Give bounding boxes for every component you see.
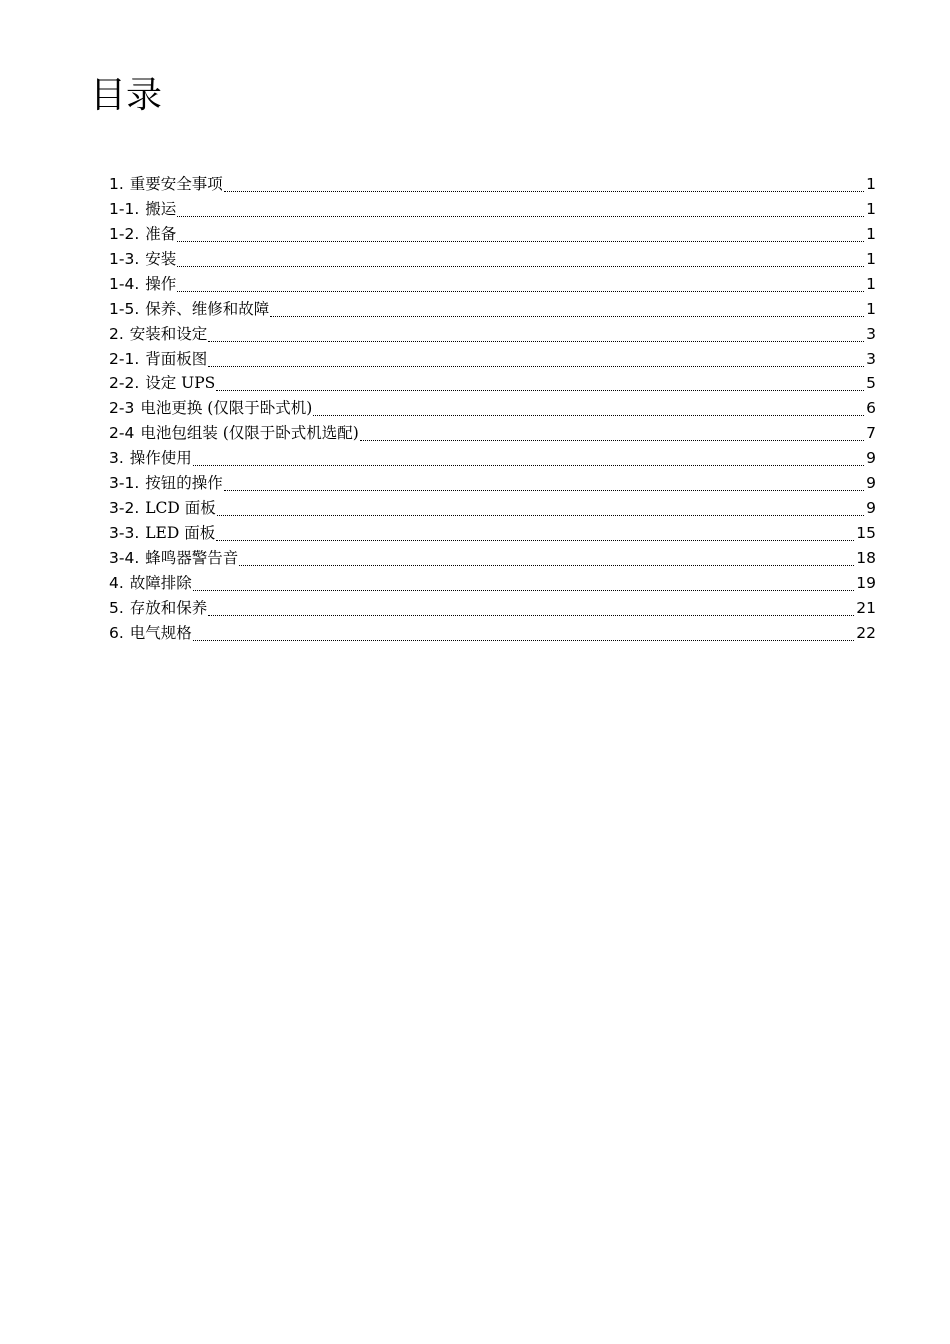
toc-entry-title: 电池包组装 (仅限于卧式机选配) bbox=[140, 424, 359, 443]
toc-entry[interactable] bbox=[109, 521, 876, 546]
toc-entry-number: 1-1. bbox=[109, 199, 140, 218]
toc-entry-title: 搬运 bbox=[145, 199, 177, 218]
toc-dot-leader bbox=[215, 372, 866, 397]
toc-entry-page-number: 21 bbox=[856, 598, 876, 617]
toc-entry-number: 2-3 bbox=[109, 399, 135, 418]
toc-entry[interactable] bbox=[109, 396, 876, 421]
toc-entry-page-number: 9 bbox=[866, 499, 876, 518]
toc-entry-page-number: 3 bbox=[866, 349, 876, 368]
toc-entry-title: 保养、维修和故障 bbox=[145, 299, 270, 318]
toc-entry-page-number: 22 bbox=[856, 623, 876, 642]
toc-entry-page-number: 9 bbox=[866, 449, 876, 468]
toc-entry-page-number: 1 bbox=[866, 224, 876, 243]
toc-dot-leader bbox=[192, 446, 866, 471]
toc-entry[interactable] bbox=[109, 172, 876, 197]
toc-entry-title: 安装 bbox=[145, 249, 177, 268]
toc-entry[interactable] bbox=[109, 546, 876, 571]
toc-dot-leader bbox=[238, 546, 856, 571]
toc-dot-leader bbox=[207, 347, 866, 372]
toc-entry-number: 6. bbox=[109, 623, 124, 642]
toc-dot-leader bbox=[223, 172, 866, 197]
toc-entry-number: 1-4. bbox=[109, 274, 140, 293]
toc-entry-page-number: 3 bbox=[866, 324, 876, 343]
toc-entry[interactable] bbox=[109, 372, 876, 397]
toc-entry[interactable] bbox=[109, 272, 876, 297]
toc-entry[interactable] bbox=[109, 347, 876, 372]
toc-dot-leader bbox=[176, 197, 866, 222]
toc-entry-title: 电气规格 bbox=[129, 623, 192, 642]
toc-entry-number: 3. bbox=[109, 449, 124, 468]
toc-dot-leader bbox=[216, 496, 866, 521]
toc-entry-page-number: 9 bbox=[866, 474, 876, 493]
toc-entry-title: LED 面板 bbox=[145, 524, 216, 543]
toc-entry-page-number: 1 bbox=[866, 199, 876, 218]
toc-entry-page-number: 1 bbox=[866, 174, 876, 193]
toc-entry-number: 1-3. bbox=[109, 249, 140, 268]
toc-entry[interactable] bbox=[109, 596, 876, 621]
toc-entry-title: 蜂鸣器警告音 bbox=[145, 549, 239, 568]
toc-entry-title: 准备 bbox=[145, 224, 177, 243]
toc-entry[interactable] bbox=[109, 471, 876, 496]
toc-entry-page-number: 1 bbox=[866, 299, 876, 318]
toc-entry-number: 1. bbox=[109, 174, 124, 193]
toc-entry-number: 2-1. bbox=[109, 349, 140, 368]
toc-entry[interactable] bbox=[109, 222, 876, 247]
toc-entry-page-number: 1 bbox=[866, 274, 876, 293]
toc-entry-page-number: 18 bbox=[856, 549, 876, 568]
toc-entry-number: 5. bbox=[109, 598, 124, 617]
toc-entry[interactable] bbox=[109, 446, 876, 471]
toc-entry-title: 按钮的操作 bbox=[145, 474, 223, 493]
toc-dot-leader bbox=[359, 421, 866, 446]
toc-entry-number: 3-3. bbox=[109, 524, 140, 543]
toc-dot-leader bbox=[207, 596, 856, 621]
toc-entry-title: 设定 UPS bbox=[145, 374, 216, 393]
toc-entry-title: LCD 面板 bbox=[145, 499, 216, 518]
toc-entry-title: 电池更换 (仅限于卧式机) bbox=[140, 399, 313, 418]
toc-entry-title: 操作 bbox=[145, 274, 177, 293]
toc-entry[interactable] bbox=[109, 621, 876, 646]
toc-entry-page-number: 19 bbox=[856, 573, 876, 592]
toc-entry[interactable] bbox=[109, 496, 876, 521]
toc-dot-leader bbox=[207, 322, 866, 347]
toc-entry-number: 2-2. bbox=[109, 374, 140, 393]
toc-entry[interactable] bbox=[109, 297, 876, 322]
toc-dot-leader bbox=[215, 521, 856, 546]
toc-entry-title: 故障排除 bbox=[129, 573, 192, 592]
page-title: 目录 bbox=[90, 75, 163, 116]
table-of-contents bbox=[109, 172, 876, 646]
toc-entry-title: 存放和保养 bbox=[129, 598, 208, 617]
toc-entry-page-number: 1 bbox=[866, 249, 876, 268]
toc-dot-leader bbox=[176, 272, 866, 297]
toc-entry[interactable] bbox=[109, 322, 876, 347]
toc-entry-number: 3-2. bbox=[109, 499, 140, 518]
toc-entry[interactable] bbox=[109, 421, 876, 446]
toc-entry-title: 安装和设定 bbox=[129, 324, 208, 343]
toc-entry-page-number: 6 bbox=[866, 399, 876, 418]
toc-entry-title: 重要安全事项 bbox=[129, 174, 223, 193]
toc-dot-leader bbox=[223, 471, 866, 496]
toc-entry[interactable] bbox=[109, 247, 876, 272]
toc-dot-leader bbox=[269, 297, 866, 322]
toc-dot-leader bbox=[176, 247, 866, 272]
toc-dot-leader bbox=[176, 222, 866, 247]
toc-entry[interactable] bbox=[109, 571, 876, 596]
toc-entry-page-number: 15 bbox=[856, 524, 876, 543]
toc-entry-number: 2. bbox=[109, 324, 124, 343]
toc-entry-number: 1-2. bbox=[109, 224, 140, 243]
toc-dot-leader bbox=[312, 396, 866, 421]
toc-entry-number: 4. bbox=[109, 573, 124, 592]
toc-entry-title: 操作使用 bbox=[129, 449, 192, 468]
toc-entry[interactable] bbox=[109, 197, 876, 222]
toc-entry-number: 3-4. bbox=[109, 549, 140, 568]
toc-entry-page-number: 5 bbox=[866, 374, 876, 393]
toc-entry-number: 2-4 bbox=[109, 424, 135, 443]
toc-dot-leader bbox=[192, 621, 856, 646]
toc-entry-page-number: 7 bbox=[866, 424, 876, 443]
toc-entry-number: 1-5. bbox=[109, 299, 140, 318]
toc-entry-number: 3-1. bbox=[109, 474, 140, 493]
toc-entry-title: 背面板图 bbox=[145, 349, 208, 368]
toc-dot-leader bbox=[192, 571, 856, 596]
